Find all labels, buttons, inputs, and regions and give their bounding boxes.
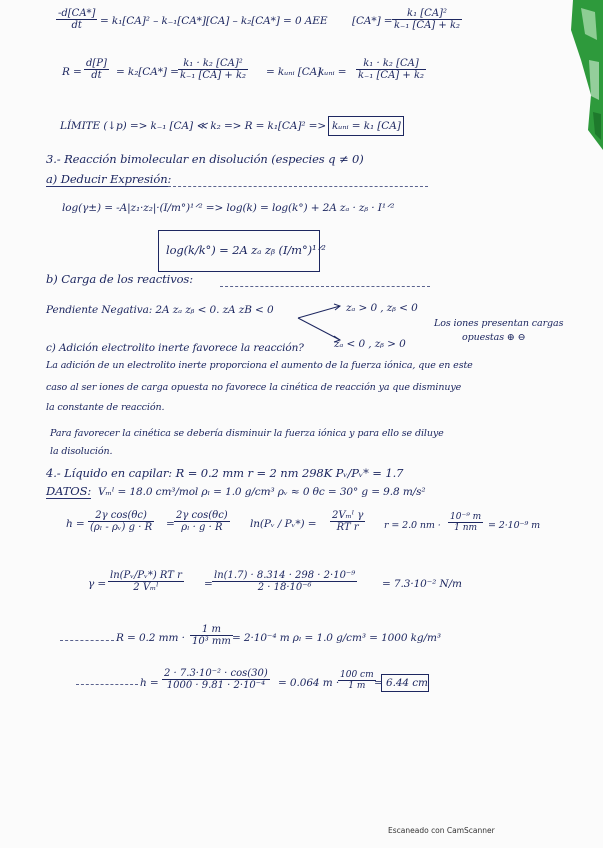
- h-frac4-num: 10⁻⁹ m: [450, 512, 482, 522]
- dashed-rule: [220, 286, 430, 287]
- h-frac4: [448, 512, 483, 533]
- h-r-value: = 2·10⁻⁹ m: [488, 520, 540, 531]
- h-frac1: [88, 510, 154, 533]
- section3c-heading: c) Adición electrolito inerte favorece la reacción?: [46, 342, 304, 354]
- line1-ca-star: [CA*] =: [352, 15, 393, 27]
- section4-datos-values: Vₘˡ = 18.0 cm³/mol ρₗ = 1.0 g/cm³ ρᵥ ≈ 0 θc = 30° g = 9.8 m/s²: [98, 486, 426, 498]
- hf-conv-frac: [338, 670, 376, 691]
- gamma-result: = 7.3·10⁻² N/m: [382, 578, 462, 590]
- hf-lhs: h =: [140, 677, 159, 689]
- line2-dt: dt: [91, 70, 102, 81]
- section3a-box-text: log(k/k°) = 2A zₐ zᵦ (I/m°)¹ᐟ²: [166, 243, 326, 257]
- hf-eq: =: [374, 677, 383, 689]
- section3c-p4: Para favorecer la cinética se debería disminuir la fuerza iónica y para ello se diluye: [50, 428, 444, 439]
- line2-frac-num: k₁ · k₂ [CA]²: [178, 58, 248, 70]
- dashed-rule: [168, 186, 428, 187]
- line2-eq2: = kᵤₙᵢ [CA]: [266, 66, 322, 78]
- line2-kuni-num: k₁ · k₂ [CA]: [356, 58, 426, 70]
- section3b-note1: Los iones presentan cargas: [434, 318, 564, 329]
- line2-dp: d[P]: [86, 58, 107, 69]
- gamma-lhs: γ =: [88, 578, 107, 590]
- hf-mid: = 0.064 m ·: [278, 677, 340, 689]
- h-r-conv: r = 2.0 nm ·: [384, 520, 441, 531]
- h-frac3-num: 2Vₘˡ γ: [332, 510, 364, 521]
- h-frac3: [330, 510, 365, 533]
- h-frac3-den: RT r: [336, 522, 359, 533]
- section3c-p3: la constante de reacción.: [46, 402, 165, 413]
- section3a-heading: a) Deducir Expresión:: [46, 172, 172, 186]
- h-frac1-num: 2γ cos(θc): [88, 510, 154, 522]
- section3c-p5: la disolución.: [50, 446, 113, 457]
- scanner-watermark: Escaneado con CamScanner: [388, 826, 495, 835]
- line2-kuni: kᵤₙᵢ =: [318, 66, 347, 78]
- line2-r: R =: [62, 66, 82, 78]
- h-frac4-den: 1 nm: [454, 523, 478, 533]
- hf-frac: [162, 668, 270, 691]
- green-corner-artifact: [533, 0, 603, 170]
- r-conv-den: 10³ mm: [192, 636, 231, 647]
- line1-ca-star-den: k₋₁ [CA] + k₂: [394, 20, 461, 31]
- gamma-frac2-num: ln(1.7) · 8.314 · 298 · 2·10⁻⁹: [214, 570, 356, 581]
- h-frac2: [174, 510, 230, 533]
- h-eq: =: [166, 518, 175, 530]
- hf-conv-num: 100 cm: [340, 670, 374, 680]
- gamma-frac1-num: ln(Pᵥ/Pᵥ*) RT r: [110, 570, 182, 581]
- line2-frac-den: k₋₁ [CA] + k₂: [180, 70, 247, 81]
- section3b-heading: b) Carga de los reactivos:: [46, 272, 194, 286]
- line1-denominator: dt: [71, 20, 82, 31]
- h-frac2-num: 2γ cos(θc): [176, 510, 228, 521]
- h-lhs: h =: [66, 518, 85, 530]
- section3c-p1: La adición de un electrolito inerte proporciona el aumento de la fuerza iónica, que en este: [46, 360, 473, 371]
- line2-eq1: = k₂[CA*] =: [116, 66, 179, 78]
- line1-ca-star-fraction: [392, 8, 462, 31]
- line3-limite: LÍMITE (↓p) => k₋₁ [CA] ≪ k₂ => R = k₁[CA]² =>: [60, 120, 327, 132]
- h-frac2-den: ρₗ · g · R: [181, 522, 223, 533]
- section4-datos-label: DATOS:: [46, 484, 92, 498]
- line1-ca-star-num: k₁ [CA]²: [392, 8, 462, 20]
- hf-num: 2 · 7.3·10⁻² · cos(30): [164, 668, 268, 679]
- r-conv-value: = 2·10⁻⁴ m ρₗ = 1.0 g/cm³ = 1000 kg/m³: [232, 632, 441, 644]
- line2-kuni-frac: [356, 58, 426, 81]
- line1-expression: = k₁[CA]² – k₋₁[CA*][CA] – k₂[CA*] = 0 AEE: [100, 15, 328, 27]
- gamma-eq: =: [204, 578, 213, 590]
- h-ln: ln(Pᵥ / Pᵥ*) =: [250, 518, 317, 530]
- line1-fraction: [56, 8, 97, 31]
- r-conv-lhs: R = 0.2 mm ·: [116, 632, 185, 644]
- section3a-equation: log(γ±) = -A|z₁·z₂|·(I/m°)¹ᐟ² => log(k) = log(k°) + 2A zₐ · zᵦ · I¹ᐟ²: [62, 202, 395, 214]
- gamma-frac2-den: 2 · 18·10⁻⁶: [257, 582, 312, 593]
- line2-dp-frac: [84, 58, 109, 81]
- h-frac1-den: (ρₗ - ρᵥ) g · R: [90, 522, 153, 533]
- section3b-line1: Pendiente Negativa: 2A zₐ zᵦ < 0. zA zB < 0: [46, 304, 274, 316]
- line2-frac: [178, 58, 248, 81]
- gamma-frac2: [212, 570, 357, 593]
- dashed-rule: [60, 640, 114, 641]
- section3c-p2: caso al ser iones de carga opuesta no favorece la cinética de reacción ya que disminuye: [46, 382, 462, 393]
- dashed-rule: [76, 684, 138, 685]
- r-conv-num: 1 m: [190, 624, 233, 636]
- hf-result: 6.44 cm: [386, 677, 428, 689]
- section3b-case1: zₐ > 0 , zᵦ < 0: [346, 302, 418, 314]
- line2-kuni-den: k₋₁ [CA] + k₂: [358, 70, 425, 81]
- section3b-note2: opuestas ⊕ ⊖: [462, 332, 526, 343]
- section4-title: 4.- Líquido en capilar: R = 0.2 mm r = 2 nm 298K Pᵥ/Pᵥ* = 1.7: [46, 466, 404, 480]
- hf-den: 1000 · 9.81 · 2·10⁻⁴: [166, 680, 266, 691]
- section3-title: 3.- Reacción bimolecular en disolución (especies q ≠ 0): [46, 152, 364, 166]
- hf-conv-den: 1 m: [348, 681, 366, 691]
- line1-numerator: -d[CA*]: [58, 8, 96, 19]
- gamma-frac1-den: 2 Vₘˡ: [133, 582, 159, 593]
- r-conv-frac: [190, 624, 233, 647]
- gamma-frac1: [108, 570, 184, 593]
- section3b-case2: zₐ < 0 , zᵦ > 0: [334, 338, 406, 350]
- line3-box-text: kᵤₙᵢ = k₁ [CA]: [332, 120, 401, 132]
